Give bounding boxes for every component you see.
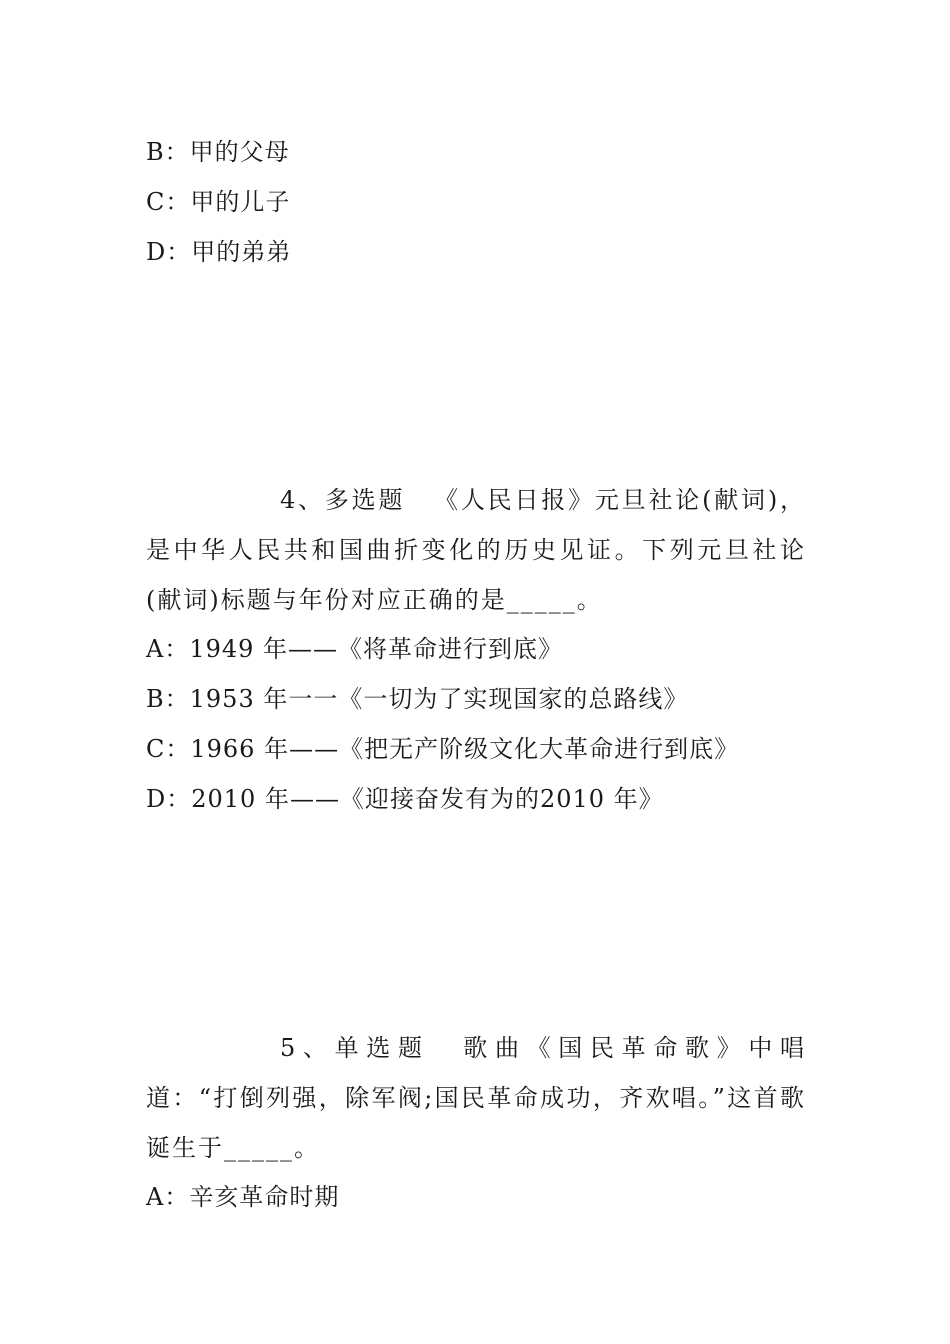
q3-option-c	[146, 187, 290, 217]
option-label: B：	[146, 138, 190, 166]
q4-stem	[146, 475, 806, 625]
option-text: 辛亥革命时期	[189, 1183, 340, 1211]
question-number: 5、	[280, 1034, 335, 1062]
option-label: C：	[146, 188, 191, 216]
option-text: 1949 年——《将革命进行到底》	[189, 635, 564, 663]
question-number: 4、	[280, 486, 325, 514]
q4-option-c	[146, 734, 739, 764]
q4-option-b	[146, 684, 688, 714]
q3-option-d	[146, 237, 291, 267]
q5-option-a	[146, 1182, 339, 1212]
q5-stem	[146, 1023, 806, 1173]
option-text: 甲的儿子	[190, 188, 291, 216]
option-text: 1953 年一一《一切为了实现国家的总路线》	[189, 685, 689, 713]
q4-option-a	[146, 634, 563, 664]
q3-option-b	[146, 137, 290, 167]
question-type: 单选题	[334, 1034, 430, 1062]
question-type: 多选题	[324, 486, 406, 514]
option-text: 甲的弟弟	[191, 238, 292, 266]
option-text: 甲的父母	[189, 138, 290, 166]
option-text: 1966 年——《把无产阶级文化大革命进行到底》	[190, 735, 740, 763]
option-label: B：	[146, 685, 190, 713]
option-label: D：	[146, 238, 192, 266]
option-label: D：	[146, 785, 192, 813]
option-label: A：	[146, 635, 190, 663]
option-label: C：	[146, 735, 191, 763]
question-stem: 歌曲《国民革命歌》中唱道：“打倒列强，除军阀;国民革命成功，齐欢唱。”这首歌诞生于_____。	[146, 1034, 806, 1162]
question-stem: 《人民日报》元旦社论(献词)，是中华人民共和国曲折变化的历史见证。下列元旦社论(献词)标题与年份对应正确的是_____。	[146, 486, 806, 614]
option-text: 2010 年——《迎接奋发有为的2010 年》	[191, 785, 664, 813]
option-label: A：	[146, 1183, 190, 1211]
q4-option-d	[146, 784, 664, 814]
